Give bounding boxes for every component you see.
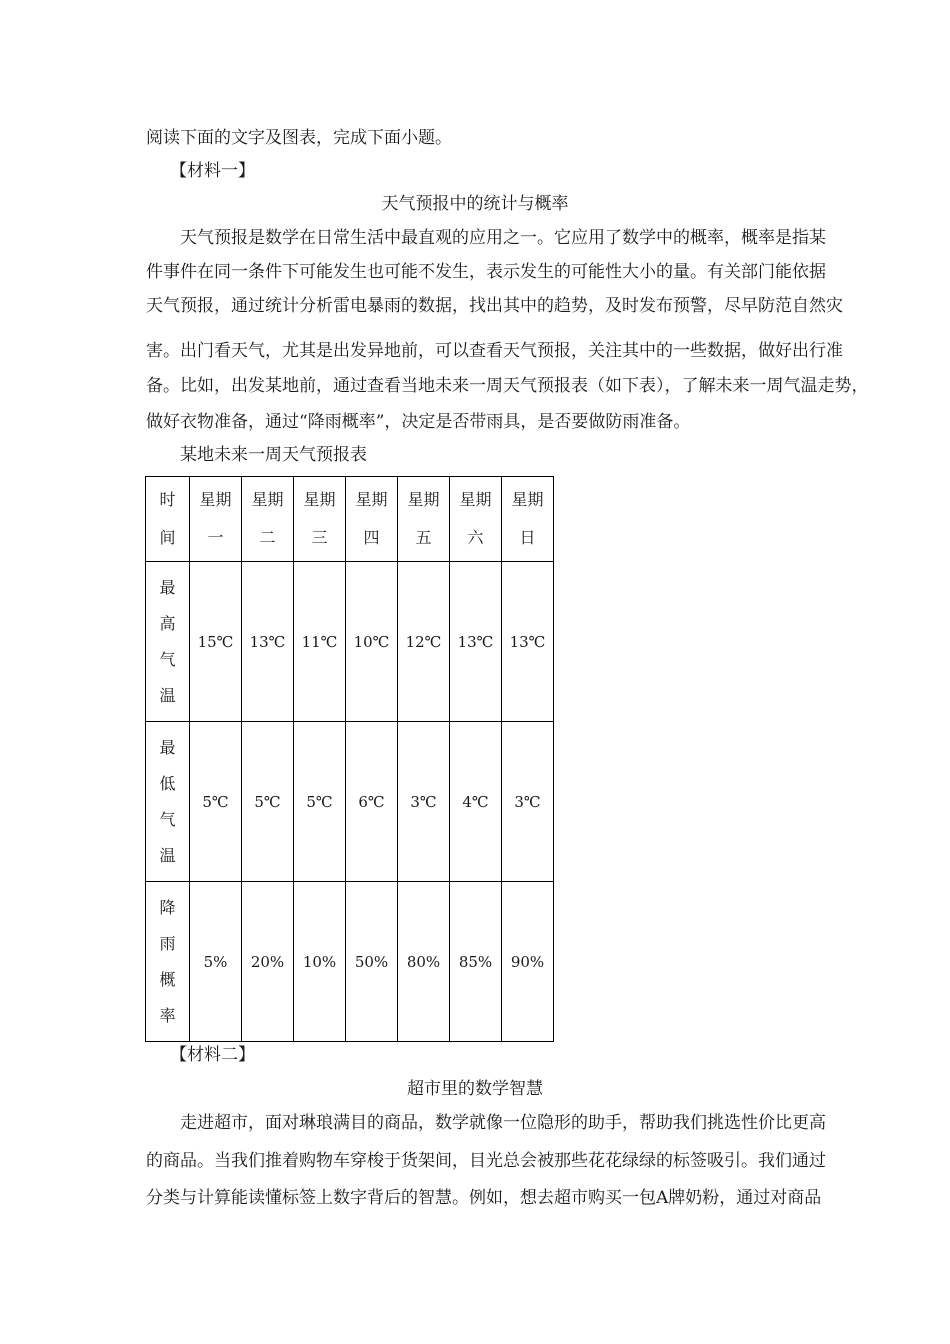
table-cell: 20% bbox=[242, 882, 294, 1042]
table-cell: 5℃ bbox=[242, 722, 294, 882]
material-1-paragraph-line: 天气预报是数学在日常生活中最直观的应用之一。它应用了数学中的概率，概率是指某 bbox=[180, 228, 826, 248]
table-cell: 11℃ bbox=[294, 562, 346, 722]
row-label-min-temp: 最 低 气 温 bbox=[146, 722, 190, 882]
table-header-row bbox=[146, 477, 554, 562]
material-1-paragraph-line: 备。比如，出发某地前，通过查看当地未来一周天气预报表（如下表），了解未来一周气温走势， bbox=[146, 376, 869, 396]
material-2-title: 超市里的数学智慧 bbox=[407, 1079, 543, 1099]
header-cell-tuesday: 星期 二 bbox=[242, 477, 294, 562]
table-row-max-temp bbox=[146, 562, 554, 722]
header-cell-friday: 星期 五 bbox=[398, 477, 450, 562]
material-1-paragraph-line: 害。出门看天气，尤其是出发异地前，可以查看天气预报，关注其中的一些数据，做好出行准 bbox=[146, 341, 843, 361]
header-cell-thursday: 星期 四 bbox=[346, 477, 398, 562]
material-1-label: 【材料一】 bbox=[170, 161, 255, 181]
table-cell: 4℃ bbox=[450, 722, 502, 882]
header-cell-monday: 星期 一 bbox=[190, 477, 242, 562]
header-cell-wednesday: 星期 三 bbox=[294, 477, 346, 562]
table-cell: 6℃ bbox=[346, 722, 398, 882]
header-cell-time: 时 间 bbox=[146, 477, 190, 562]
table-cell: 3℃ bbox=[502, 722, 554, 882]
row-label-max-temp: 最 高 气 温 bbox=[146, 562, 190, 722]
table-row-min-temp bbox=[146, 722, 554, 882]
intro-instruction: 阅读下面的文字及图表，完成下面小题。 bbox=[146, 128, 452, 148]
table-cell: 15℃ bbox=[190, 562, 242, 722]
table-cell: 10% bbox=[294, 882, 346, 1042]
material-1-paragraph-line: 做好衣物准备，通过“降雨概率”，决定是否带雨具，是否要做防雨准备。 bbox=[146, 412, 691, 432]
table-cell: 5℃ bbox=[190, 722, 242, 882]
material-2-paragraph-line: 的商品。当我们推着购物车穿梭于货架间，目光总会被那些花花绿绿的标签吸引。我们通过 bbox=[146, 1151, 826, 1171]
material-2-paragraph-line: 走进超市，面对琳琅满目的商品，数学就像一位隐形的助手，帮助我们挑选性价比更高 bbox=[180, 1113, 826, 1133]
table-cell: 13℃ bbox=[502, 562, 554, 722]
table-cell: 3℃ bbox=[398, 722, 450, 882]
table-cell: 5% bbox=[190, 882, 242, 1042]
table-cell: 90% bbox=[502, 882, 554, 1042]
material-1-title: 天气预报中的统计与概率 bbox=[381, 194, 569, 214]
table-cell: 85% bbox=[450, 882, 502, 1042]
table-cell: 12℃ bbox=[398, 562, 450, 722]
table-cell: 80% bbox=[398, 882, 450, 1042]
row-label-rain-probability: 降 雨 概 率 bbox=[146, 882, 190, 1042]
table-cell: 13℃ bbox=[450, 562, 502, 722]
table-caption: 某地未来一周天气预报表 bbox=[180, 445, 367, 465]
material-1-paragraph-line: 件事件在同一条件下可能发生也可能不发生，表示发生的可能性大小的量。有关部门能依据 bbox=[146, 262, 826, 282]
table-row-rain-probability bbox=[146, 882, 554, 1042]
weather-forecast-table bbox=[145, 476, 554, 1042]
material-2-label: 【材料二】 bbox=[170, 1045, 255, 1065]
table-cell: 10℃ bbox=[346, 562, 398, 722]
table-cell: 50% bbox=[346, 882, 398, 1042]
header-cell-saturday: 星期 六 bbox=[450, 477, 502, 562]
material-1-paragraph-line: 天气预报，通过统计分析雷电暴雨的数据，找出其中的趋势，及时发布预警，尽早防范自然灾 bbox=[146, 296, 843, 316]
material-2-paragraph-line: 分类与计算能读懂标签上数字背后的智慧。例如，想去超市购买一包A牌奶粉，通过对商品 bbox=[146, 1188, 822, 1208]
table-cell: 5℃ bbox=[294, 722, 346, 882]
table-cell: 13℃ bbox=[242, 562, 294, 722]
header-cell-sunday: 星期 日 bbox=[502, 477, 554, 562]
